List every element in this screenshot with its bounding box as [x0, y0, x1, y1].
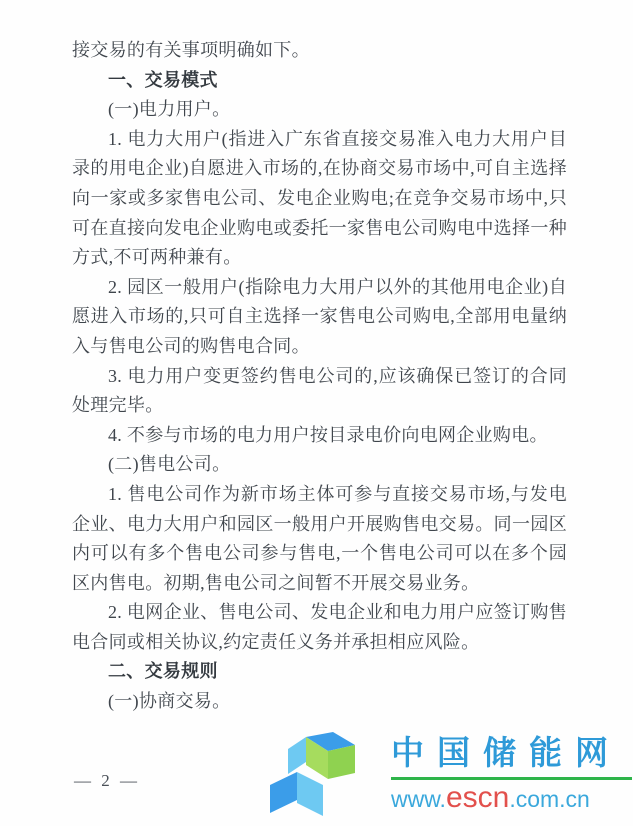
- site-url: [391, 783, 632, 818]
- subsection-power-users: (一)电力用户。: [108, 99, 231, 120]
- escn-watermark-logo: [270, 728, 632, 826]
- document-body: [72, 36, 567, 717]
- url-www: www.: [391, 786, 446, 812]
- section-heading-trade-mode: 一、交易模式: [108, 69, 218, 90]
- url-escn: escn: [445, 781, 510, 814]
- site-name: 中国储能网: [391, 736, 621, 772]
- item-park-general-users: 2. 园区一般用户(指除电力大用户以外的其他用电企业)自愿进入市场的,只可自主选择一家售电公司购电,全部用电量纳入与售电公司的购售电合同。: [72, 276, 567, 356]
- logo-text-block: [391, 728, 632, 818]
- item-non-market-users: 4. 不参与市场的电力用户按目录电价向电网企业购电。: [108, 424, 548, 445]
- item-change-retailer: 3. 电力用户变更签约售电公司的,应该确保已签订的合同处理完毕。: [72, 365, 567, 416]
- item-contract-signing: 2. 电网企业、售电公司、发电企业和电力用户应签订购售电合同或相关协议,约定责任义务并承担相应风险。: [72, 602, 567, 652]
- cube-logo-icon: [270, 728, 385, 826]
- logo-divider: [391, 777, 632, 780]
- item-large-power-users: 1. 电力大用户(指进入广东省直接交易准入电力大用户目录的用电企业)自愿进入市场的,在协商交易市场中,可自主选择向一家或多家售电公司、发电企业购电;在竞争交易市场中,只可在直接向发电企业购电或委托一家售电公司购电中选择一种方式,不可两种兼有。: [72, 128, 567, 268]
- section-heading-trade-rules: 二、交易规则: [108, 661, 218, 682]
- subsection-negotiated-trade: (一)协商交易。: [108, 691, 231, 712]
- subsection-retail-companies: (二)售电公司。: [108, 454, 231, 475]
- page-number: — 2 —: [74, 771, 140, 790]
- item-retailer-participation: 1. 售电公司作为新市场主体可参与直接交易市场,与发电企业、电力大用户和园区一般用户开展购售电交易。同一园区内可以有多个售电公司参与售电,一个售电公司可以在多个园区内售电。初期,售电公司之间暂不开展交易业务。: [72, 483, 567, 593]
- continuation-paragraph: 接交易的有关事项明确如下。: [72, 40, 310, 60]
- url-suffix: .com.cn: [509, 786, 590, 812]
